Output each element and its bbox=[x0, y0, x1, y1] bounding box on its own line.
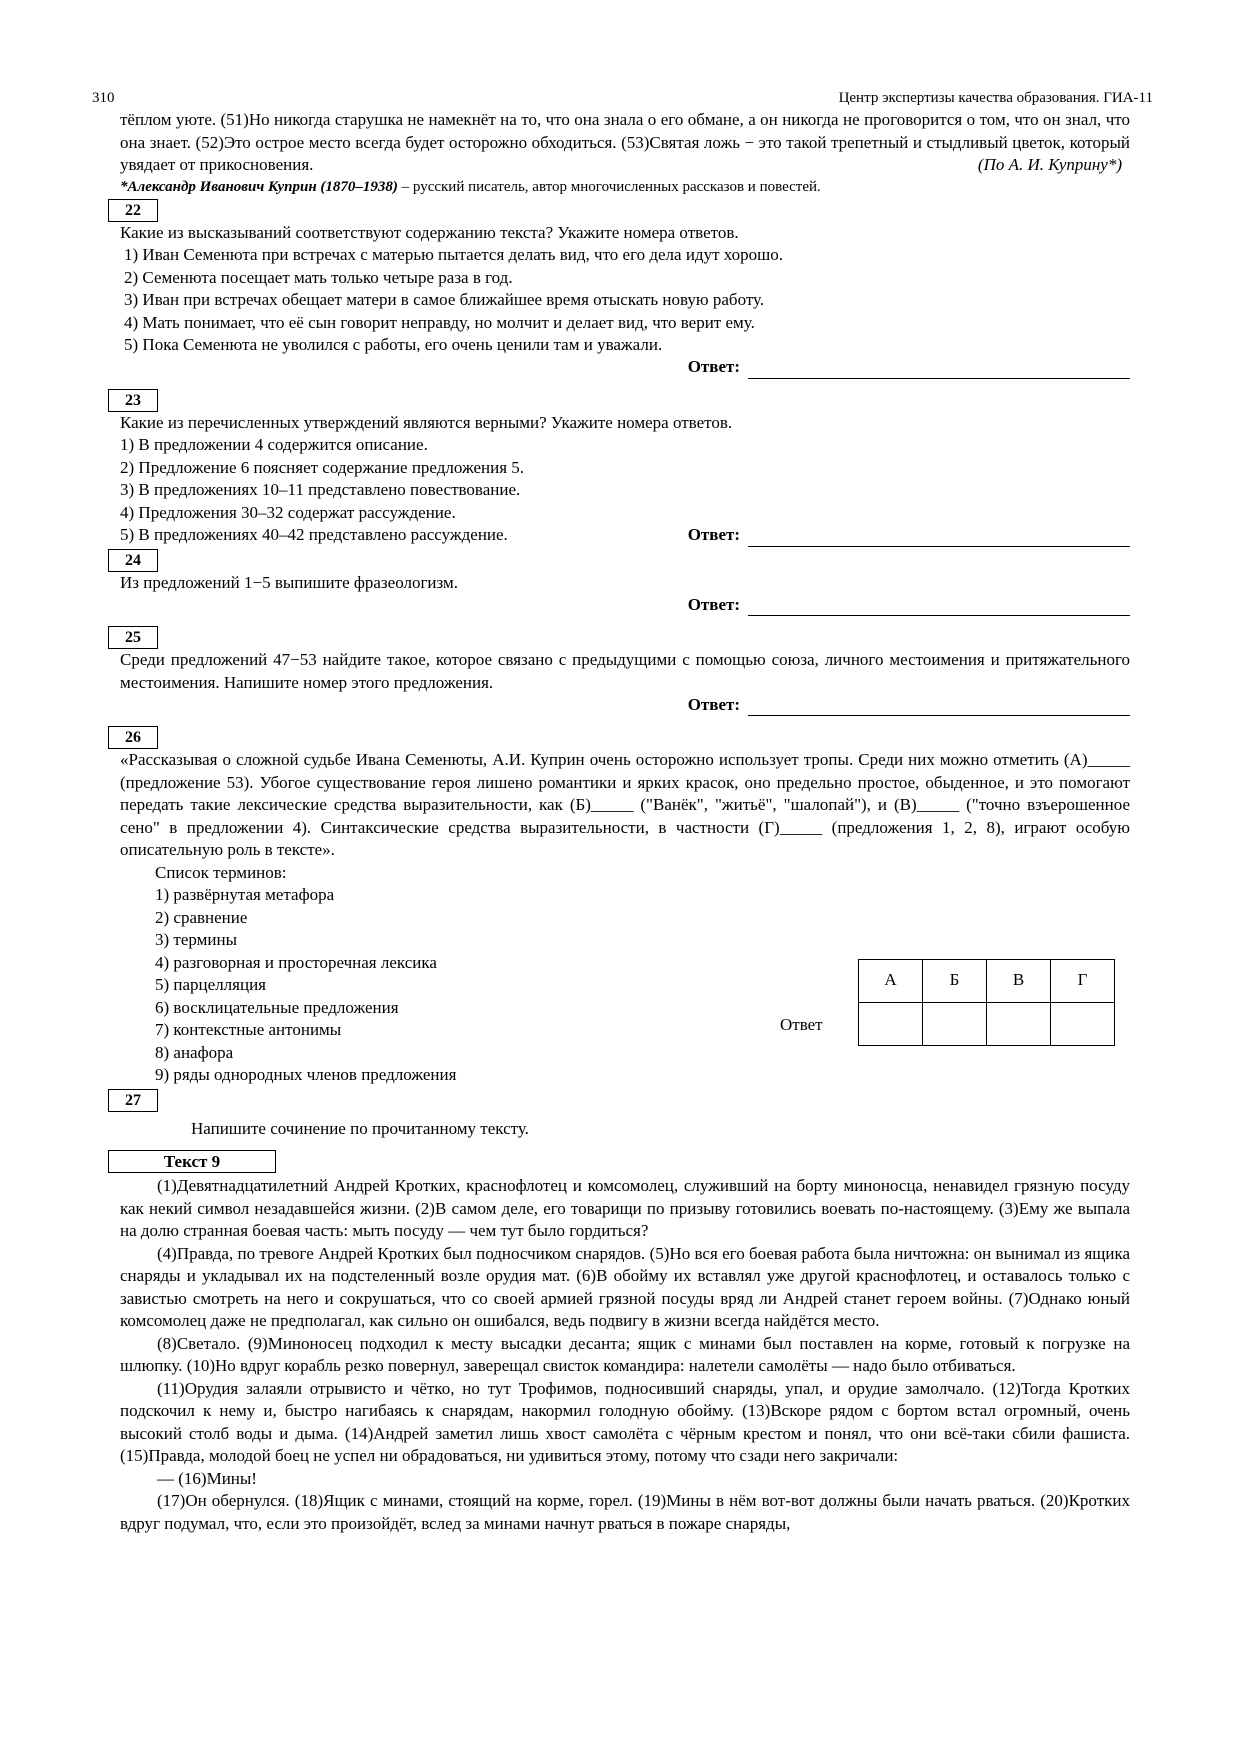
text-paragraph: (17)Он обернулся. (18)Ящик с минами, стоящий на корме, горел. (19)Мины в нём вот-вот должны были начать рваться. (20)Кротких вдруг подумал, что, если это произойдёт, вслед за минами начнут рваться в пожаре снаряды, bbox=[120, 1491, 1130, 1533]
term-item: 1) развёрнутая метафора bbox=[155, 885, 335, 904]
q24-answer-row bbox=[120, 594, 1130, 616]
term-item: 2) сравнение bbox=[155, 907, 248, 927]
text-paragraph: — (16)Мины! bbox=[157, 1468, 257, 1488]
question-number-27: 27 bbox=[108, 1089, 158, 1112]
author-footnote bbox=[120, 177, 1130, 197]
page-content bbox=[120, 109, 1130, 1535]
text-paragraph: (4)Правда, по тревоге Андрей Кротких был подносчиком снарядов. (5)Но вся его боевая работа была ничтожна: он вынимал из ящика снаряды и укладывал их на подстеленный возле орудия мат. (6)В обойму их вставлял уже другой краснофлотец, и оставалось только с завистью смотреть на него и сокрушаться, что со своей армией грязной посуды вряд ли Андрей станет героем войны. (7)Однако юный комсомолец даже не предполагал, как сильно он ошибался, ведь подвигу в жизни всегда найдётся место. bbox=[120, 1243, 1130, 1330]
q22-answer-label: Ответ: bbox=[687, 357, 740, 376]
q24-answer-field[interactable] bbox=[748, 598, 1130, 616]
page-number: 310 bbox=[92, 90, 115, 106]
question-27-task: Напишите сочинение по прочитанному тексту. bbox=[191, 1118, 529, 1138]
terms-section bbox=[120, 862, 1130, 1087]
text-9-title: Текст 9 bbox=[108, 1150, 276, 1173]
text-paragraph: (1)Девятнадцатилетний Андрей Кротких, краснофлотец и комсомолец, служивший на борту миноносца, ненавидел грязную посуду как некий символ незадавшейся жизни. (2)В самом деле, его товарищи по призыву готовились воевать по-настоящему. (3)Ему же выпала на долю странная боевая часть: мыть посуду — чем тут было гордиться? bbox=[120, 1176, 1130, 1240]
term-item: 8) анафора bbox=[155, 1042, 234, 1062]
text-paragraph: (8)Светало. (9)Миноносец подходил к месту высадки десанта; ящик с минами был поставлен на корме, готовый к погрузке на шлюпку. (10)Но вдруг корабль резко повернул, заверещал свисток командира: налетели самолёты — надо было отбиваться. bbox=[120, 1333, 1130, 1375]
q22-option: 5) Пока Семенюта не уволился с работы, его очень ценили там и уважали. bbox=[124, 335, 663, 354]
q23-answer-label: Ответ: bbox=[687, 525, 740, 544]
text-paragraph: (11)Орудия залаяли отрывисто и чётко, но тут Трофимов, подносивший снаряды, упал, и орудие замолчало. (12)Тогда Кротких подскочил к нему и, быстро нагибаясь к снарядам, накормил голодную обойму. (13)Вскоре рядом с бортом встал огромный, очень высокий столб воды и дыма. (14)Андрей заметил лишь хвост самолёта с чёрным крестом и понял, что они всё-таки сбили фашиста. (15)Правда, молодой боец не успел ни обрадоваться, ни удивиться этому, потому что сзади него закричали: bbox=[120, 1378, 1130, 1465]
q23-option: 2) Предложение 6 поясняет содержание предложения 5. bbox=[120, 457, 525, 477]
q23-option: 5) В предложениях 40–42 представлено рассуждение. bbox=[120, 525, 508, 544]
term-item: 4) разговорная и просторечная лексика bbox=[155, 952, 437, 972]
question-22-text: Какие из высказываний соответствуют содержанию текста? Укажите номера ответов. bbox=[120, 222, 739, 242]
q23-option: 1) В предложении 4 содержится описание. bbox=[120, 435, 428, 454]
answer-table-header: Г bbox=[1051, 959, 1115, 1002]
question-number-24: 24 bbox=[108, 549, 158, 572]
q22-option: 1) Иван Семенюта при встречах с матерью пытается делать вид, что его дела идут хорошо. bbox=[124, 245, 783, 264]
q23-answer-field[interactable] bbox=[748, 529, 1130, 547]
q26-answer-table bbox=[858, 959, 1115, 1046]
answer-cell-g[interactable] bbox=[1051, 1002, 1115, 1045]
answer-table-header: В bbox=[987, 959, 1051, 1002]
q24-answer-label: Ответ: bbox=[687, 594, 740, 614]
q25-answer-label: Ответ: bbox=[687, 694, 740, 714]
footnote-text: – русский писатель, автор многочисленных рассказов и повестей. bbox=[397, 178, 821, 195]
running-header: Центр экспертизы качества образования. ГИА-11 bbox=[838, 90, 1153, 106]
q22-option: 4) Мать понимает, что её сын говорит неправду, но молчит и делает вид, что верит ему. bbox=[124, 312, 755, 332]
question-26-text: «Рассказывая о сложной судьбе Ивана Семенюты, А.И. Куприн очень осторожно использует тропы. Среди них можно отметить (А)_____ (предложение 53). Убогое существование героя лишено романтики и ярких красок, оно предельно простое, обыденное, и это помогают передать такие лексические средства выразительности, как (Б)_____ ("Ванёк", "житьё", "шалопай"), и (В)_____ ("точно взъерошенное сено" в предложении 4). Синтаксические средства выразительности, в частности (Г)_____ (предложения 1, 2, 8), играют особую описательную роль в тексте». bbox=[120, 750, 1130, 859]
question-number-22: 22 bbox=[108, 199, 158, 222]
term-item: 6) восклицательные предложения bbox=[155, 997, 399, 1017]
q25-answer-row bbox=[120, 694, 1130, 716]
q22-answer-field[interactable] bbox=[748, 361, 1130, 379]
term-item: 7) контекстные антонимы bbox=[155, 1020, 342, 1039]
answer-table-header: А bbox=[859, 959, 923, 1002]
q23-option: 4) Предложения 30–32 содержат рассуждение. bbox=[120, 502, 456, 522]
q23-option: 3) В предложениях 10–11 представлено повествование. bbox=[120, 480, 521, 499]
question-25-text: Среди предложений 47−53 найдите такое, которое связано с предыдущими с помощью союза, личного местоимения и притяжательного местоимения. Напишите номер этого предложения. bbox=[120, 650, 1130, 692]
terms-title: Список терминов: bbox=[155, 862, 287, 882]
q23-last-row bbox=[120, 524, 1130, 547]
question-22-options bbox=[120, 244, 1130, 357]
question-number-26: 26 bbox=[108, 726, 158, 749]
footnote-author: *Александр Иванович Куприн (1870–1938) bbox=[120, 178, 398, 195]
intro-text: тёплом уюте. (51)Но никогда старушка не намекнёт на то, что она знала о его обмане, а он никогда не проговорится о том, что он знал, что она знает. (52)Это острое место всегда будет осторожно обходиться. (53)Святая ложь − это такой трепетный и стыдливый цветок, который увядает от прикосновения. bbox=[120, 110, 1130, 174]
answer-cell-a[interactable] bbox=[859, 1002, 923, 1045]
question-23-text: Какие из перечисленных утверждений являются верными? Укажите номера ответов. bbox=[120, 412, 733, 432]
q26-answer-label: Ответ bbox=[780, 1014, 823, 1034]
question-24-text: Из предложений 1−5 выпишите фразеологизм. bbox=[120, 572, 459, 592]
answer-table-header: Б bbox=[923, 959, 987, 1002]
q22-option: 2) Семенюта посещает мать только четыре раза в год. bbox=[124, 267, 513, 287]
term-item: 9) ряды однородных членов предложения bbox=[155, 1065, 457, 1084]
question-number-25: 25 bbox=[108, 626, 158, 649]
answer-cell-b[interactable] bbox=[923, 1002, 987, 1045]
intro-paragraph bbox=[120, 109, 1130, 177]
source-attribution: (По А. И. Куприну*) bbox=[977, 155, 1122, 174]
term-item: 5) парцелляция bbox=[155, 975, 266, 994]
question-number-23: 23 bbox=[108, 389, 158, 412]
term-item: 3) термины bbox=[155, 930, 238, 949]
q22-answer-row bbox=[120, 357, 1130, 379]
q25-answer-field[interactable] bbox=[748, 698, 1130, 716]
answer-cell-v[interactable] bbox=[987, 1002, 1051, 1045]
q22-option: 3) Иван при встречах обещает матери в самое ближайшее время отыскать новую работу. bbox=[124, 290, 765, 309]
